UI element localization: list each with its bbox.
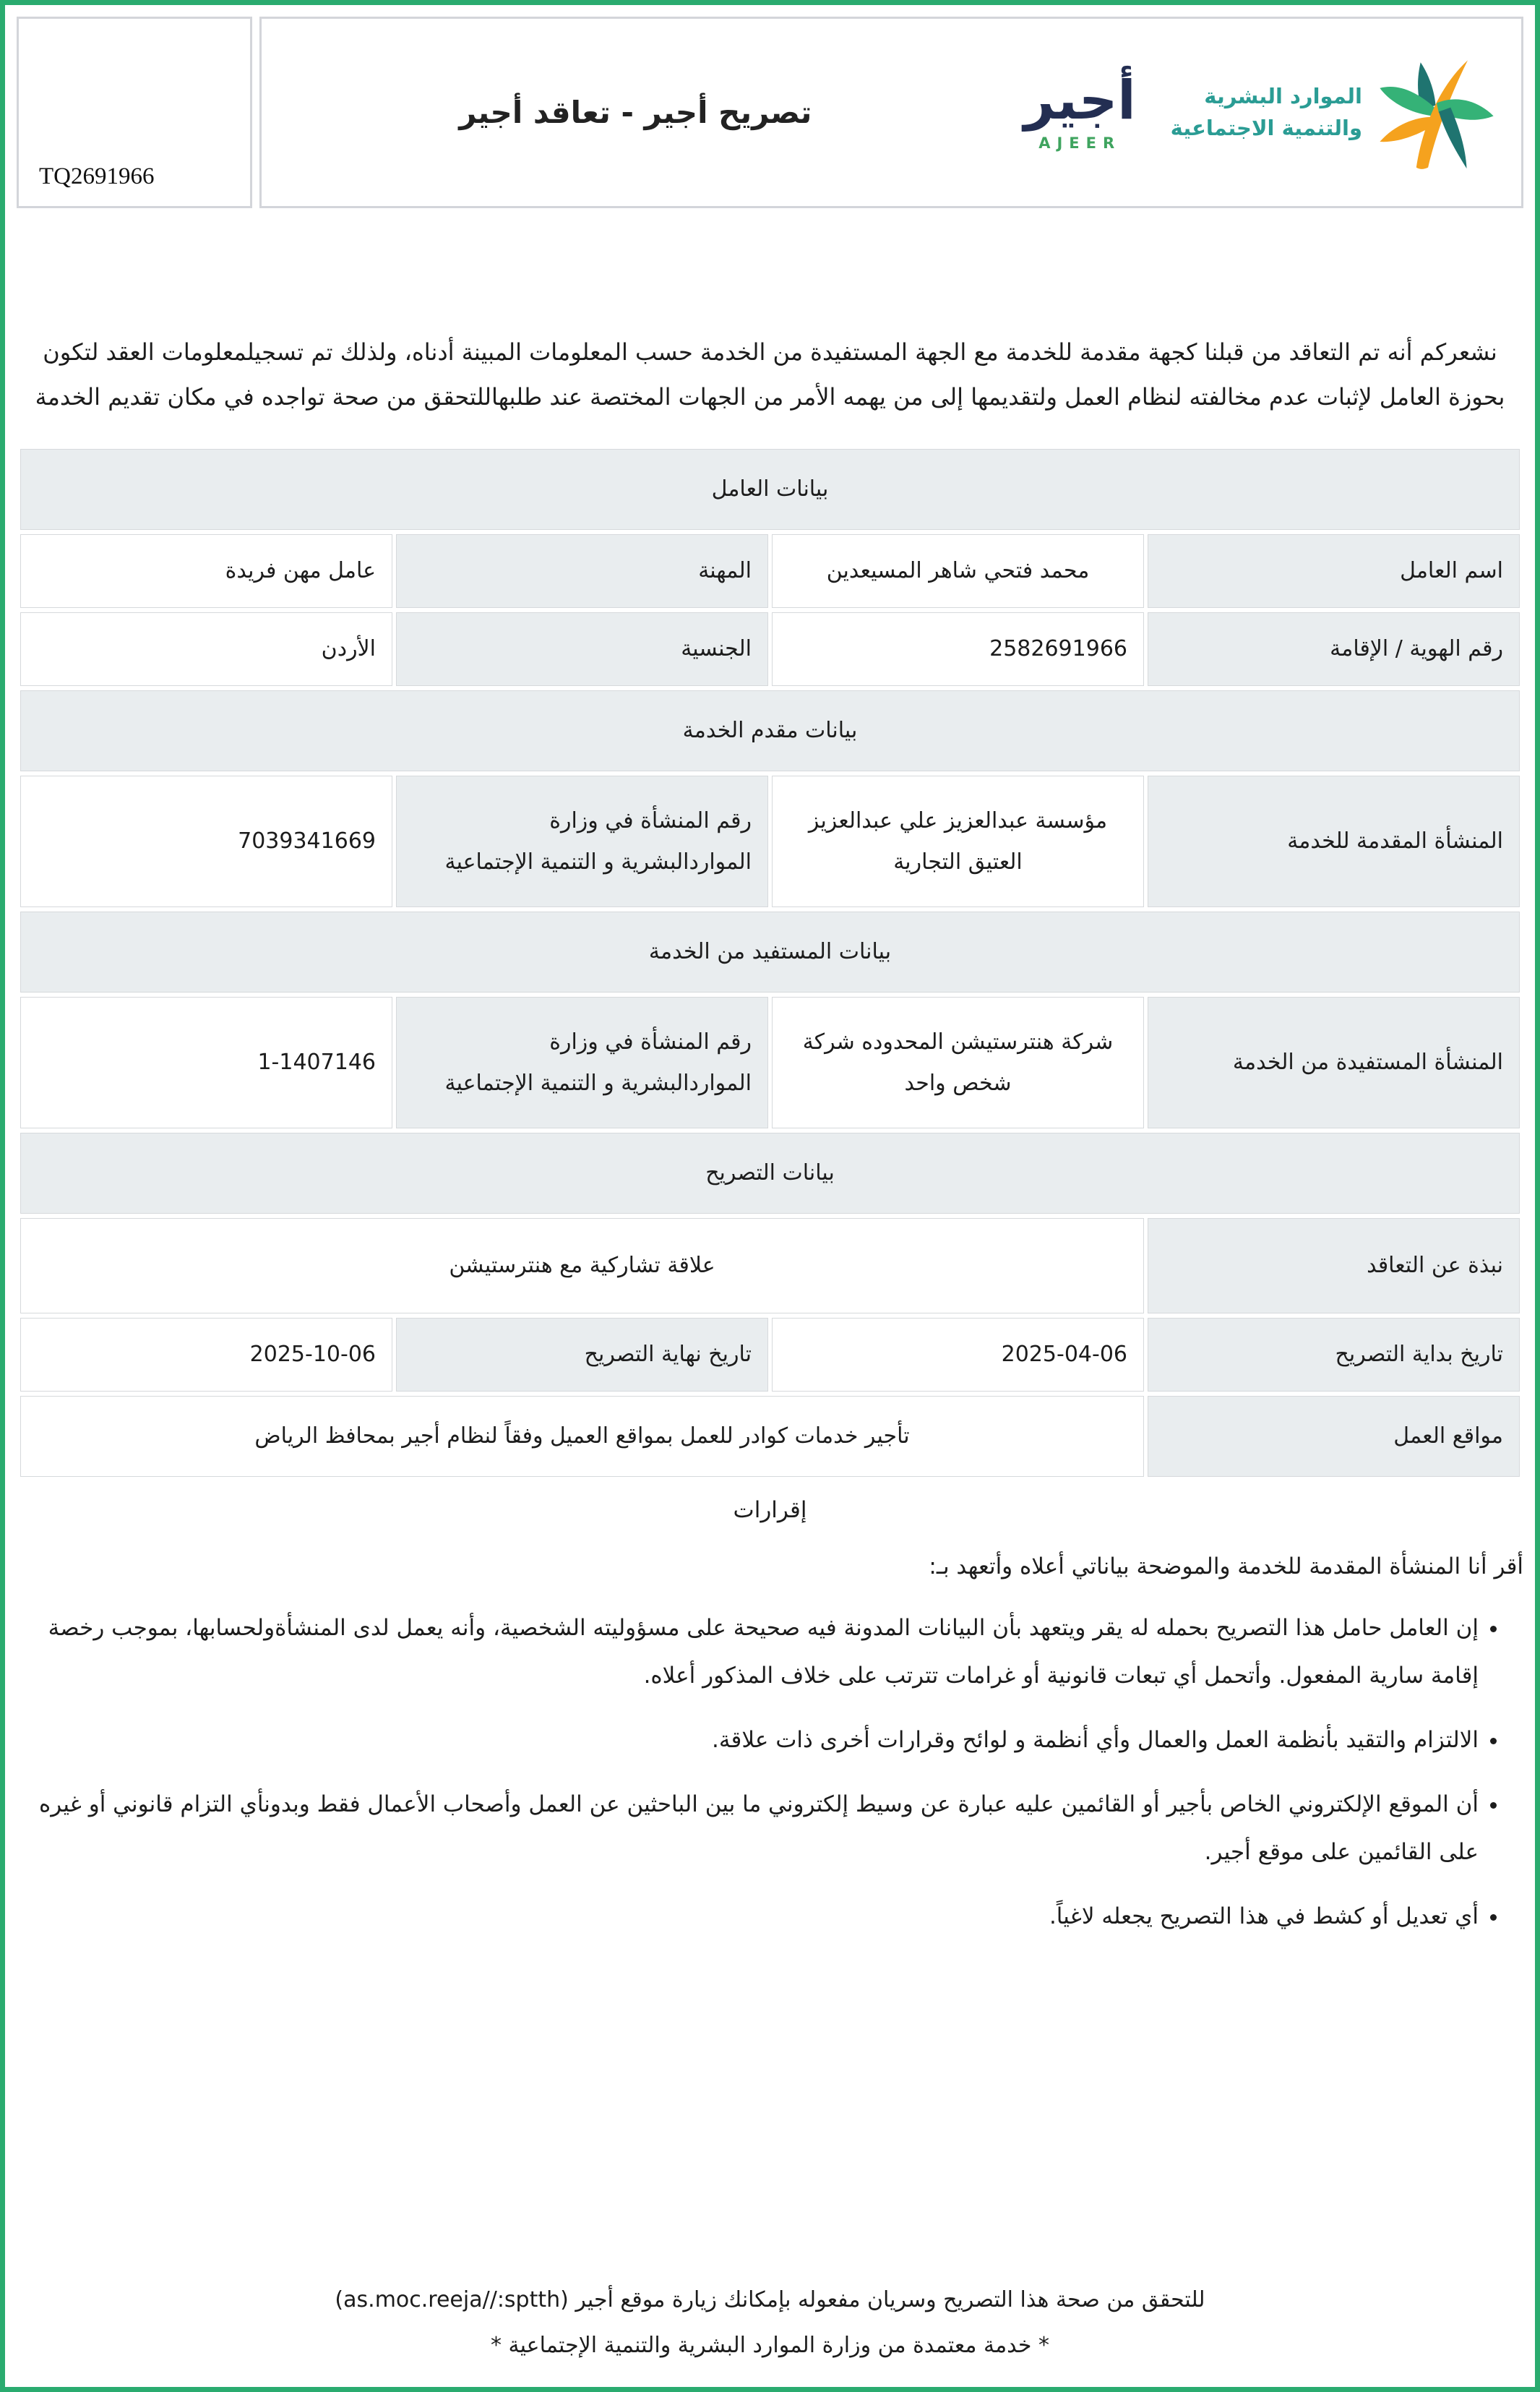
permit-number: TQ2691966	[39, 163, 155, 189]
header-main-box	[259, 17, 1523, 208]
beneficiary-mol-number-value: 1-1407146	[20, 997, 392, 1128]
beneficiary-mol-number-label: رقم المنشأة في وزارة المواردالبشرية و التنمية الإجتماعية	[396, 997, 768, 1128]
contract-summary-label: نبذة عن التعاقد	[1148, 1218, 1520, 1313]
contract-summary-value: علاقة تشاركية مع هنترستيشن	[20, 1218, 1144, 1313]
footer-accredited-line: * خدمة معتمدة من وزارة الموارد البشرية والتنمية الإجتماعية *	[491, 2333, 1049, 2358]
ministry-emblem-icon	[1372, 48, 1501, 177]
start-date-label: تاريخ بداية التصريح	[1148, 1318, 1520, 1392]
ministry-logo	[1171, 48, 1501, 177]
end-date-label: تاريخ نهاية التصريح	[396, 1318, 768, 1392]
profession-value: عامل مهن فريدة	[20, 534, 392, 608]
id-number-value: 2582691966	[772, 612, 1144, 686]
ministry-logo-text	[1171, 81, 1362, 144]
declaration-item: • الالتزام والتقيد بأنظمة العمل والعمال وأي أنظمة و لوائح وقرارات أخرى ذات علاقة.	[17, 1716, 1479, 1765]
section-header-worker: بيانات العامل	[20, 449, 1520, 530]
nationality-label: الجنسية	[396, 612, 768, 686]
end-date-value: 2025-10-06	[20, 1318, 392, 1392]
section-header-permit: بيانات التصريح	[20, 1133, 1520, 1214]
declaration-item: • إن العامل حامل هذا التصريح بحمله له يقر ويتعهد بأن البيانات المدونة فيه صحيحة على مسؤوليته الشخصية، وأنه يعمل لدى المنشأةولحسابها، بموجب رخصة إقامة سارية المفعول. وأتحمل أي تبعات قانونية أو غرامات تترتب على خلاف المذكور أعلاه.	[17, 1604, 1479, 1700]
worker-name-value: محمد فتحي شاهر المسيعدين	[772, 534, 1144, 608]
beneficiary-name-label: المنشأة المستفيدة من الخدمة	[1148, 997, 1520, 1128]
ministry-name-line1: الموارد البشرية	[1204, 84, 1362, 108]
permit-number-box	[17, 17, 252, 208]
declarations-heading: إقرارات	[733, 1496, 807, 1523]
declaration-item: • أن الموقع الإلكتروني الخاص بأجير أو القائمين عليه عبارة عن وسيط إلكتروني ما بين الباحثين عن العمل وأصحاب الأعمال فقط وبدونأي التزام قانوني أو غيره على القائمين على موقع أجير.	[17, 1780, 1479, 1877]
provider-name-label: المنشأة المقدمة للخدمة	[1148, 776, 1520, 907]
id-number-label: رقم الهوية / الإقامة	[1148, 612, 1520, 686]
nationality-value: الأردن	[20, 612, 392, 686]
permit-table	[17, 445, 1523, 1481]
ajeer-logo-latin: AJEER	[1038, 134, 1122, 153]
section-header-beneficiary: بيانات المستفيد من الخدمة	[20, 912, 1520, 993]
work-locations-label: مواقع العمل	[1148, 1396, 1520, 1477]
declarations-intro: أقر أنا المنشأة المقدمة للخدمة والموضحة بياناتي أعلاه وأتعهد بـ:	[929, 1553, 1523, 1579]
footer-verify-line: للتحقق من صحة هذا التصريح وسريان مفعوله بإمكانك زيارة موقع أجير (as.moc.reeja//:sptth)	[335, 2287, 1205, 2312]
provider-mol-number-label: رقم المنشأة في وزارة المواردالبشرية و التنمية الإجتماعية	[396, 776, 768, 907]
page-title: تصريح أجير - تعاقد أجير	[459, 95, 812, 130]
start-date-value: 2025-04-06	[772, 1318, 1144, 1392]
provider-name-value: مؤسسة عبدالعزيز علي عبدالعزيز العتيق التجارية	[772, 776, 1144, 907]
work-locations-value: تأجير خدمات كوادر للعمل بمواقع العميل وفقاً لنظام أجير بمحافظ الرياض	[20, 1396, 1144, 1477]
profession-label: المهنة	[396, 534, 768, 608]
ministry-name-line2: والتنمية الاجتماعية	[1170, 115, 1362, 140]
ajeer-logo	[1023, 69, 1136, 153]
declarations-list	[17, 1604, 1523, 1957]
header	[17, 17, 1523, 208]
section-header-provider: بيانات مقدم الخدمة	[20, 690, 1520, 771]
intro-paragraph: نشعركم أنه تم التعاقد من قبلنا كجهة مقدمة للخدمة مع الجهة المستفيدة من الخدمة حسب المعلومات المبينة أدناه، ولذلك تم تسجيلمعلومات العقد لتكون بحوزة العامل لإثبات عدم مخالفته لنظام العمل ولتقديمها إلى من يهمه الأمر من الجهات المختصة عند طلبهاللتحقق من صحة تواجده في مكان تقديم الخدمة	[35, 338, 1505, 411]
beneficiary-name-value: شركة هنترستيشن المحدوده شركة شخص واحد	[772, 997, 1144, 1128]
worker-name-label: اسم العامل	[1148, 534, 1520, 608]
provider-mol-number-value: 7039341669	[20, 776, 392, 907]
declaration-item: • أي تعديل أو كشط في هذا التصريح يجعله لاغياً.	[17, 1892, 1479, 1941]
footer	[17, 2277, 1523, 2368]
ajeer-logo-arabic: أجير	[1023, 69, 1136, 132]
